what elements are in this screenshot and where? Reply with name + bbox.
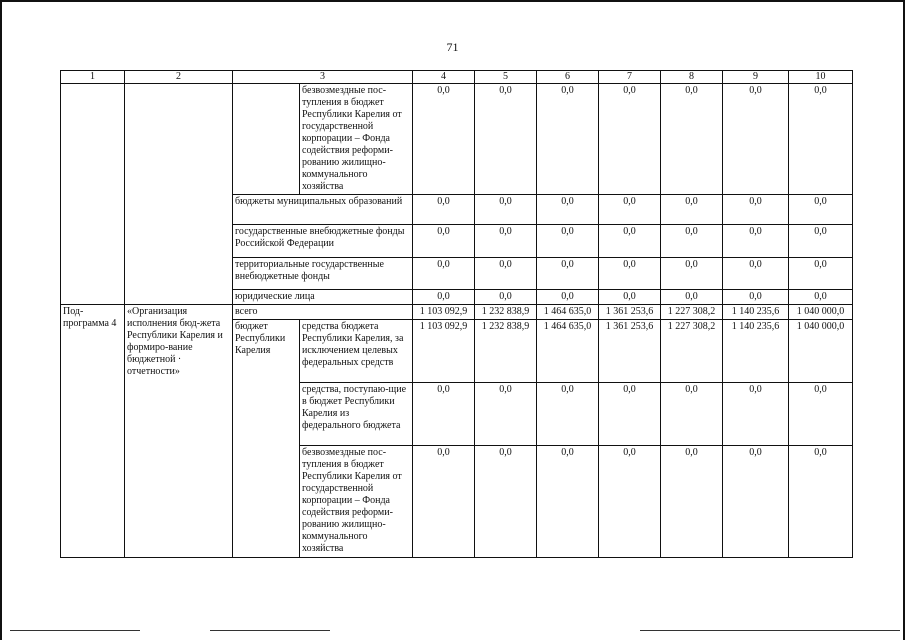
value-cell: 0,0 bbox=[661, 290, 723, 305]
value-cell: 1 227 308,2 bbox=[661, 320, 723, 383]
value-cell: 0,0 bbox=[599, 225, 661, 258]
header-cell: 4 bbox=[413, 71, 475, 84]
value-cell: 0,0 bbox=[599, 290, 661, 305]
header-row bbox=[61, 71, 853, 84]
value-cell: 0,0 bbox=[723, 446, 789, 558]
value-cell: 0,0 bbox=[661, 84, 723, 195]
value-cell: 0,0 bbox=[475, 225, 537, 258]
row-label: всего bbox=[233, 305, 413, 320]
scan-artifact-line bbox=[210, 630, 330, 631]
header-cell: 3 bbox=[233, 71, 413, 84]
row-label: бюджеты муниципальных образований bbox=[233, 195, 413, 225]
value-cell: 1 361 253,6 bbox=[599, 320, 661, 383]
value-cell: 0,0 bbox=[599, 84, 661, 195]
value-cell: 0,0 bbox=[723, 258, 789, 290]
value-cell: 0,0 bbox=[537, 290, 599, 305]
row-label: территориальные государственные внебюджетные фонды bbox=[233, 258, 413, 290]
value-cell: 0,0 bbox=[599, 446, 661, 558]
value-cell: 0,0 bbox=[789, 225, 853, 258]
value-cell: 0,0 bbox=[475, 290, 537, 305]
value-cell: 1 464 635,0 bbox=[537, 305, 599, 320]
value-cell: 0,0 bbox=[599, 258, 661, 290]
value-cell: 0,0 bbox=[413, 446, 475, 558]
header-cell: 10 bbox=[789, 71, 853, 84]
value-cell: 0,0 bbox=[789, 84, 853, 195]
scan-artifact-line bbox=[10, 630, 140, 631]
value-cell: 0,0 bbox=[789, 258, 853, 290]
value-cell: 0,0 bbox=[475, 84, 537, 195]
value-cell: 0,0 bbox=[537, 446, 599, 558]
value-cell: 1 232 838,9 bbox=[475, 305, 537, 320]
value-cell: 1 464 635,0 bbox=[537, 320, 599, 383]
value-cell: 0,0 bbox=[475, 195, 537, 225]
value-cell: 0,0 bbox=[723, 195, 789, 225]
value-cell: 0,0 bbox=[537, 225, 599, 258]
value-cell: 0,0 bbox=[789, 195, 853, 225]
value-cell: 0,0 bbox=[661, 258, 723, 290]
empty-cell bbox=[233, 84, 300, 195]
header-cell: 8 bbox=[661, 71, 723, 84]
value-cell: 0,0 bbox=[475, 446, 537, 558]
value-cell: 0,0 bbox=[413, 195, 475, 225]
value-cell: 0,0 bbox=[661, 446, 723, 558]
subprogram-name: «Организация исполнения бюд-жета Республики Карелия и формиро-вание бюджетной · отчетности» bbox=[125, 305, 233, 558]
row-label: средства, поступаю-щие в бюджет Республики Карелия из федерального бюджета bbox=[300, 383, 413, 446]
value-cell: 0,0 bbox=[723, 84, 789, 195]
header-cell: 1 bbox=[61, 71, 125, 84]
value-cell: 1 232 838,9 bbox=[475, 320, 537, 383]
value-cell: 0,0 bbox=[413, 383, 475, 446]
row-label: юридические лица bbox=[233, 290, 413, 305]
page-number: 71 bbox=[446, 40, 459, 54]
row-label: государственные внебюджетные фонды Российской Федерации bbox=[233, 225, 413, 258]
budget-label: бюджет Республики Карелия bbox=[233, 320, 300, 558]
value-cell: 0,0 bbox=[413, 290, 475, 305]
row-label: безвозмездные пос-тупления в бюджет Республики Карелия от государственной корпорации – Фонда содействия реформи-рованию жилищно-коммунального хозяйства bbox=[300, 84, 413, 195]
header-cell: 9 bbox=[723, 71, 789, 84]
value-cell: 1 103 092,9 bbox=[413, 305, 475, 320]
header-cell: 5 bbox=[475, 71, 537, 84]
value-cell: 0,0 bbox=[413, 225, 475, 258]
empty-cell bbox=[61, 84, 125, 305]
value-cell: 0,0 bbox=[537, 195, 599, 225]
value-cell: 0,0 bbox=[789, 383, 853, 446]
empty-cell bbox=[125, 84, 233, 305]
value-cell: 0,0 bbox=[789, 290, 853, 305]
value-cell: 0,0 bbox=[413, 84, 475, 195]
header-cell: 7 bbox=[599, 71, 661, 84]
row-label: средства бюджета Республики Карелия, за исключением целевых федеральных средств bbox=[300, 320, 413, 383]
subprogram-code: Под-программа 4 bbox=[61, 305, 125, 558]
value-cell: 0,0 bbox=[537, 383, 599, 446]
value-cell: 0,0 bbox=[475, 383, 537, 446]
value-cell: 1 227 308,2 bbox=[661, 305, 723, 320]
scan-edge-top bbox=[0, 0, 905, 2]
value-cell: 0,0 bbox=[599, 383, 661, 446]
value-cell: 0,0 bbox=[413, 258, 475, 290]
value-cell: 0,0 bbox=[661, 383, 723, 446]
value-cell: 0,0 bbox=[537, 258, 599, 290]
value-cell: 0,0 bbox=[661, 195, 723, 225]
header-cell: 6 bbox=[537, 71, 599, 84]
row-label: безвозмездные пос-тупления в бюджет Республики Карелия от государственной корпорации – Фонда содействия реформи-рованию жилищно-коммунального хозяйства bbox=[300, 446, 413, 558]
value-cell: 0,0 bbox=[723, 290, 789, 305]
table-row bbox=[61, 305, 853, 320]
budget-table bbox=[60, 70, 853, 558]
value-cell: 0,0 bbox=[599, 195, 661, 225]
value-cell: 0,0 bbox=[723, 383, 789, 446]
table-row bbox=[61, 84, 853, 195]
value-cell: 0,0 bbox=[537, 84, 599, 195]
value-cell: 1 140 235,6 bbox=[723, 305, 789, 320]
header-cell: 2 bbox=[125, 71, 233, 84]
scan-edge-left bbox=[0, 0, 2, 640]
value-cell: 0,0 bbox=[475, 258, 537, 290]
value-cell: 1 040 000,0 bbox=[789, 305, 853, 320]
value-cell: 0,0 bbox=[661, 225, 723, 258]
value-cell: 1 140 235,6 bbox=[723, 320, 789, 383]
value-cell: 1 040 000,0 bbox=[789, 320, 853, 383]
value-cell: 0,0 bbox=[723, 225, 789, 258]
scan-artifact-line bbox=[640, 630, 900, 631]
value-cell: 0,0 bbox=[789, 446, 853, 558]
value-cell: 1 361 253,6 bbox=[599, 305, 661, 320]
value-cell: 1 103 092,9 bbox=[413, 320, 475, 383]
